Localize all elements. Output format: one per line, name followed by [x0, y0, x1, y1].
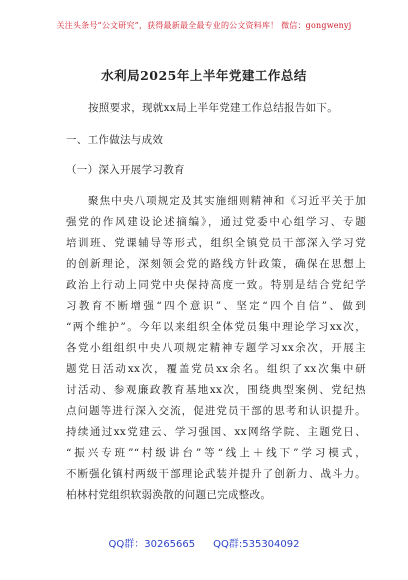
- header-banner: 关注头条号“公文研究”，获得最新最全最专业的公文资料库！ 微信：gongwenyj: [56, 21, 352, 30]
- subsection-heading-1: （一）深入开展学习教育: [66, 164, 185, 176]
- footer-qq-group-2: QQ群:535304092: [213, 539, 300, 550]
- paragraph-line: 的创新理论，深刻领会党的路线方针政策，确保在思想上: [66, 258, 366, 270]
- paragraph-line: 题党日活动xx次，覆盖党员xx余名。组织了xx次集中研: [66, 363, 366, 375]
- paragraph-line: 强党的作风建设论述摘编》，通过党委中心组学习、专题: [66, 216, 366, 228]
- footer-qq-group-1: QQ群：30265665: [108, 539, 196, 550]
- paragraph-line: 各党小组组织中央八项规定精神专题学习xx余次，开展主: [66, 342, 366, 354]
- paragraph-line: 培训班、党课辅导等形式，组织全镇党员干部深入学习党: [66, 237, 366, 249]
- paragraph-line: 点问题等进行深入交流，促进党员干部的思考和认识提升。: [66, 405, 366, 417]
- paragraph-line: 柏林村党组织软弱涣散的问题已完成整改。: [66, 489, 272, 501]
- document-title: 水利局2025年上半年党建工作总结: [101, 68, 307, 83]
- paragraph-line: 习教育不断增强“四个意识”、坚定“四个自信”、做到: [66, 300, 366, 312]
- paragraph-line: 不断强化镇村两级干部理论武装并提升了创新力、战斗力。: [66, 468, 366, 480]
- intro-paragraph: 按照要求，现就xx局上半年党建工作总结报告如下。: [88, 102, 339, 114]
- paragraph-line: “两个维护”。今年以来组织全体党员集中理论学习xx次，: [66, 321, 366, 333]
- paragraph-line: “振兴专班”“村级讲台”等“线上＋线下”学习模式，: [66, 447, 366, 459]
- section-heading-1: 一、工作做法与成效: [66, 134, 164, 146]
- paragraph-line: 政治上行动上同党中央保持高度一致。特别是结合党纪学: [66, 279, 366, 291]
- paragraph-line: 讨活动、参观廉政教育基地xx次，围绕典型案例、党纪热: [66, 384, 366, 396]
- paragraph-line: 聚焦中央八项规定及其实施细则精神和《习近平关于加: [88, 195, 366, 207]
- paragraph-line: 持续通过xx党建云、学习强国、xx网络学院、主题党日、: [66, 426, 366, 438]
- footer-contact: [0, 535, 408, 550]
